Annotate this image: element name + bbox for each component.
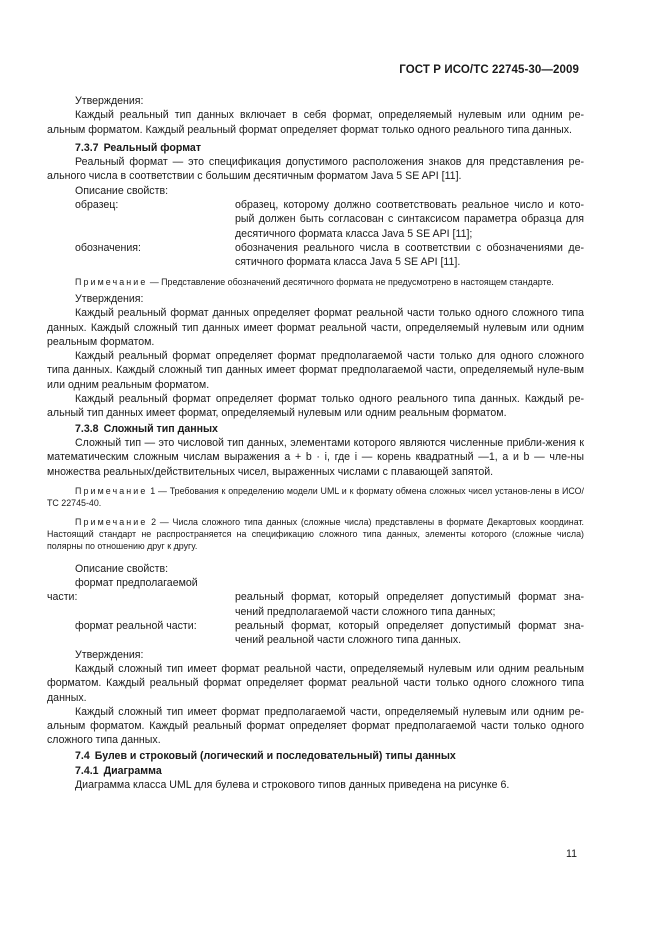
paragraph: Диаграмма класса UML для булева и строкового типов данных приведена на рисунке 6.	[75, 779, 510, 792]
page-number: 11	[566, 848, 577, 860]
section-heading-7-3-8	[47, 422, 584, 436]
paragraph: Каждый сложный тип имеет формат реальной части, определяемый нулевым или одним реальным форматом. Каждый реальный формат определяет формат реальной части только одного сложного типа данных.	[47, 662, 584, 704]
property-name: обозначения:	[75, 241, 141, 254]
section-number: 7.4	[75, 749, 90, 762]
property-value: обозначения реального числа в соответствии с обозначениями де-сятичного формата класса Java 5 SE API [11].	[235, 241, 584, 269]
statements-label: Утверждения:	[75, 292, 144, 305]
property-name: части:	[47, 591, 78, 604]
paragraph: Сложный тип — это числовой тип данных, элементами которого являются численные прибли-жения к математическим сложным числам выражения a + b · i, где i — корень квадратный —1, a и b — чле-ны множества реальных/действительных чисел, выраженных числами с плавающей запятой.	[47, 436, 584, 478]
paragraph: Реальный формат — это спецификация допустимого расположения знаков для представления ре-ального числа в соответствии с большим десятичным форматом Java 5 SE API [11].	[47, 156, 584, 183]
property-value: образец, которому должно соответствовать реальное число и кото-рый должен быть согласован с синтаксисом параметра образца для десятичного формата класса Java 5 SE API [11];	[235, 199, 584, 240]
note-lead: Примечание	[75, 276, 148, 287]
property-value: реальный формат, который определяет допустимый формат зна-чений предполагаемой части сложного типа данных;	[235, 591, 584, 618]
properties-label: Описание свойств:	[75, 184, 169, 197]
note-text: 2 — Числа сложного типа данных (сложные числа) представлены в формате Декартовых координат. Настоящий стандарт не распространяется на спецификацию сложного типа данных, элементы которого (сложные числа) полярны по отношению друг к другу.	[47, 516, 584, 552]
section-number: 7.3.7	[75, 141, 99, 154]
property-value: реальный формат, который определяет допустимый формат зна-чений реальной части сложного типа данных.	[235, 620, 584, 647]
property-row	[47, 198, 584, 241]
section-title: Диаграмма	[103, 765, 162, 778]
property-name: образец:	[75, 199, 119, 212]
paragraph: Каждый реальный формат данных определяет формат реальной части только одного сложного типа данных. Каждый сложный тип данных имеет формат реальной части, определяемый нулевым или одним реальным форматом.	[47, 307, 584, 348]
note-lead: Примечание	[75, 485, 148, 496]
paragraph: Каждый реальный тип данных включает в себя формат, определяемый нулевым или одним ре-альным форматом. Каждый реальный формат определяет формат только одного реального типа данных.	[47, 109, 584, 136]
section-title: Булев и строковый (логический и последовательный) типы данных	[94, 749, 456, 762]
page-body	[47, 94, 584, 793]
section-title: Реальный формат	[103, 141, 202, 154]
paragraph: Каждый реальный формат определяет формат предполагаемой части только для одного сложного типа данных. Каждый сложный тип данных имеет формат предполагаемой части, определяемый нуле-вым или одним реальным форматом.	[47, 350, 584, 391]
note-text: — Представление обозначений десятичного формата не предусмотрено в настоящем стандарте.	[147, 276, 554, 287]
note	[47, 516, 584, 553]
property-name: формат реальной части:	[75, 620, 197, 633]
property-row	[47, 590, 584, 619]
paragraph: Каждый реальный формат определяет формат только одного реального типа данных. Каждый ре-альный тип данных имеет формат, определяемый нулевым или одним реальным форматом.	[47, 393, 584, 420]
note-text: 1 — Требования к определению модели UML и к формату обмена сложных чисел установ-лены в ИСО/ТС 22745-40.	[47, 485, 584, 509]
statements-label: Утверждения:	[75, 95, 144, 107]
section-heading-7-4	[47, 749, 584, 763]
section-heading-7-3-7	[47, 141, 584, 155]
section-title: Сложный тип данных	[103, 422, 218, 435]
property-row	[47, 619, 584, 648]
properties-label: Описание свойств:	[75, 562, 169, 575]
document-header: ГОСТ Р ИСО/ТС 22745-30—2009	[399, 64, 579, 76]
section-number: 7.3.8	[75, 422, 99, 435]
note-lead: Примечание	[75, 516, 148, 527]
note	[47, 485, 584, 510]
section-heading-7-4-1	[47, 764, 584, 778]
section-number: 7.4.1	[75, 765, 99, 778]
property-name-line: формат предполагаемой	[75, 577, 198, 590]
paragraph: Каждый сложный тип имеет формат предполагаемой части, определяемый нулевым или одним ре-альным форматом. Каждый реальный формат определяет формат предполагаемой части только одного сложного типа данных.	[47, 705, 584, 747]
note	[47, 276, 584, 288]
property-row	[47, 241, 584, 270]
statements-label: Утверждения:	[75, 648, 144, 661]
